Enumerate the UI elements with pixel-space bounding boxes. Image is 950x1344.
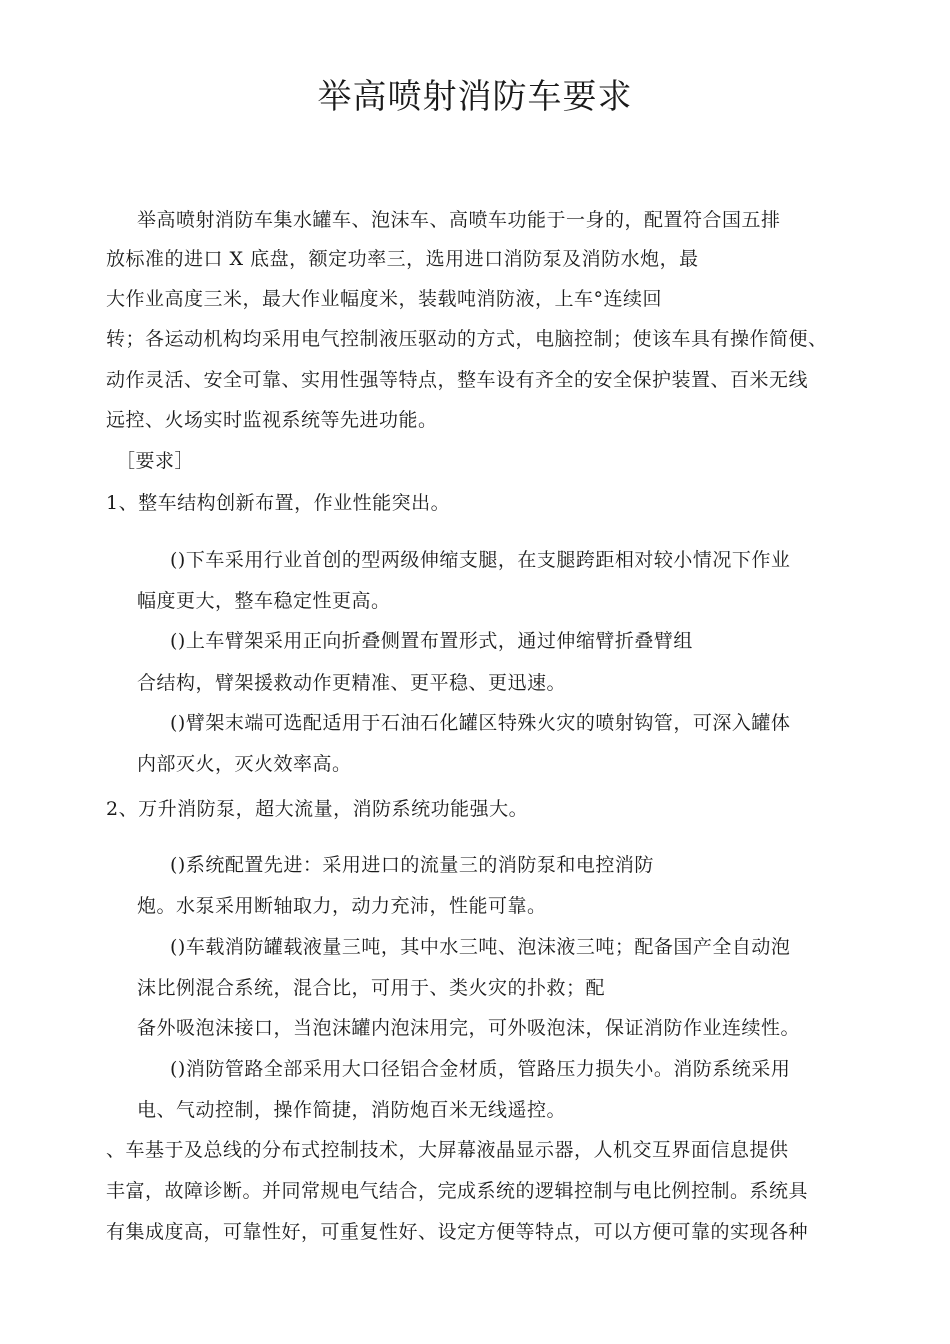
intro-line: 动作灵活、安全可靠、实用性强等特点，整车设有齐全的安全保护装置、百米无线 [106, 369, 809, 391]
section-2-item: ()消防管路全部采用大口径铝合金材质，管路压力损失小。消防系统采用 [170, 1058, 791, 1080]
section-1-heading: 1、整车结构创新布置，作业性能突出。 [106, 492, 451, 514]
section-3-line: 丰富，故障诊断。并同常规电气结合，完成系统的逻辑控制与电比例控制。系统具 [106, 1180, 809, 1202]
section-1-item-cont: 内部灭火，灭火效率高。 [137, 753, 352, 775]
section-3-line: 、车基于及总线的分布式控制技术，大屏幕液晶显示器，人机交互界面信息提供 [106, 1139, 789, 1161]
section-3-line: 有集成度高，可靠性好，可重复性好、设定方便等特点，可以方便可靠的实现各种 [106, 1221, 809, 1243]
section-1-item: ()下车采用行业首创的型两级伸缩支腿，在支腿跨距相对较小情况下作业 [170, 549, 791, 571]
document-title: 举高喷射消防车要求 [317, 77, 633, 117]
section-2-item: ()系统配置先进：采用进口的流量三的消防泵和电控消防 [170, 854, 654, 876]
section-2-item-cont: 备外吸泡沫接口，当泡沫罐内泡沫用完，可外吸泡沫，保证消防作业连续性。 [137, 1017, 801, 1039]
section-1-item-cont: 合结构，臂架援救动作更精准、更平稳、更迅速。 [137, 672, 567, 694]
section-1-item: ()上车臂架采用正向折叠侧置布置形式，通过伸缩臂折叠臂组 [170, 630, 693, 652]
section-2-item-cont: 沫比例混合系统，混合比，可用于、类火灾的扑救；配 [137, 977, 606, 999]
section-1-item: ()臂架末端可选配适用于石油石化罐区特殊火灾的喷射钩管，可深入罐体 [170, 712, 791, 734]
intro-line: 大作业高度三米，最大作业幅度米，装载吨消防液，上车°连续回 [106, 288, 663, 310]
section-2-item-cont: 电、气动控制，操作简捷，消防炮百米无线遥控。 [137, 1099, 567, 1121]
intro-line: 举高喷射消防车集水罐车、泡沫车、高喷车功能于一身的，配置符合国五排 [137, 209, 781, 231]
requirements-label: ［要求］ [116, 450, 195, 472]
intro-line: 远控、火场实时监视系统等先进功能。 [106, 409, 438, 431]
section-2-item: ()车载消防罐载液量三吨，其中水三吨、泡沫液三吨；配备国产全自动泡 [170, 936, 791, 958]
section-2-heading: 2、万升消防泵，超大流量，消防系统功能强大。 [106, 798, 529, 820]
intro-line: 转；各运动机构均采用电气控制液压驱动的方式，电脑控制；使该车具有操作简便、 [106, 328, 828, 350]
section-1-item-cont: 幅度更大，整车稳定性更高。 [137, 590, 391, 612]
section-2-item-cont: 炮。水泵采用断轴取力，动力充沛，性能可靠。 [137, 895, 547, 917]
intro-line: 放标准的进口 X 底盘，额定功率三，选用进口消防泵及消防水炮，最 [106, 248, 699, 270]
